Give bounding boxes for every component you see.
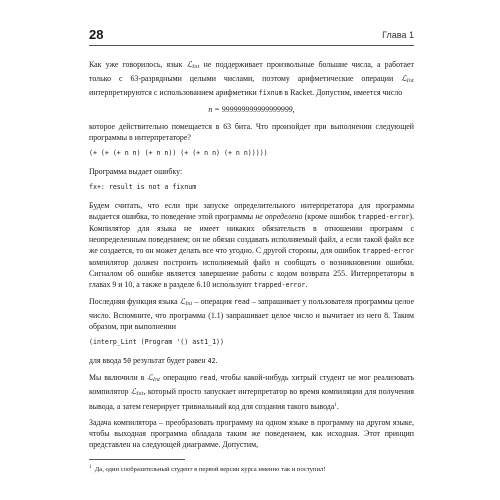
paragraph-5 bbox=[89, 296, 414, 332]
footnote-text: Да, один сообразительный студент в первой версии курса именно так и поступил! bbox=[94, 466, 326, 473]
lang-letter: ℒ bbox=[186, 60, 193, 69]
text: для ввода bbox=[89, 356, 124, 365]
text: – операция bbox=[192, 297, 234, 306]
formula-text: n = 999999999999999999, bbox=[208, 105, 295, 114]
footnote-ref[interactable]: 1 bbox=[334, 403, 337, 408]
inline-code: 42 bbox=[207, 357, 216, 365]
emphasis: не определено bbox=[255, 212, 303, 221]
code-block-3: (interp_Lint (Program '() ast1_1)) bbox=[89, 338, 224, 346]
paragraph-7 bbox=[89, 372, 414, 412]
lang-sub: Int bbox=[136, 391, 144, 397]
text: операцию bbox=[160, 373, 200, 382]
formula bbox=[89, 104, 414, 115]
text: ). Компилятор для языка не имеет никаких обязательств в отношении программ с неопределенным поведением; он не обязан создавать исполняемый файл, а если такой файл все же создается, то он может делать все что угодно. С другой стороны, для ошибок bbox=[89, 212, 414, 255]
text: Будем считать, что если при запуске определительного интерпретатора для программы выдается ошибка, то поведение этой программы bbox=[89, 201, 414, 221]
inline-code: trapped-error bbox=[253, 281, 306, 289]
lang-letter: ℒ bbox=[147, 373, 153, 382]
page-header bbox=[89, 29, 414, 46]
text: Как уже говорилось, язык bbox=[89, 60, 187, 69]
text: компилятор должен построить исполняемый файл и сообщать о возникновении ошибки. Сигналом об ошибке является завершение работы с кодом возврата 255. Интерпретаторы в главах 9 и 10, а также в разделе 6.10 используют bbox=[89, 258, 414, 289]
paragraph-2: которое действительно помещается в 63 бита. Что произойдет при выполнении следующей программы в интерпретаторе? bbox=[89, 122, 414, 142]
inline-code: 50 bbox=[123, 357, 132, 365]
page-body bbox=[89, 59, 414, 455]
lang-letter: ℒ bbox=[401, 74, 407, 83]
lang-lint bbox=[187, 60, 200, 69]
lang-lint bbox=[131, 387, 144, 396]
paragraph-8: Задача компилятора – преобразовать программу на одном языке в программу на другом языке, чтобы выходная программа обладала таким же поведением, как исходная. Этот принцип представлен на следующей диаграмме. Допустим, bbox=[89, 418, 414, 449]
lang-letter: ℒ bbox=[130, 387, 137, 396]
text: интерпретируются с использованием арифметики bbox=[89, 88, 259, 97]
chapter-title: Глава 1 bbox=[382, 30, 414, 40]
page-number: 28 bbox=[89, 27, 104, 42]
text: Последняя функция языка bbox=[89, 297, 180, 306]
text: в Racket. Допустим, имеется число bbox=[282, 88, 403, 97]
paragraph-1 bbox=[89, 59, 414, 99]
code-block-2: fx+: result is not a fixnum bbox=[89, 183, 197, 191]
text: – запрашивает у пользователя программы целое число. Вспомните, что программа (1.1) запрашивает целое число и вычитает из него 8. Таким образом, при выполнении bbox=[89, 297, 414, 331]
text: результат будет равен bbox=[131, 356, 208, 365]
lang-letter: ℒ bbox=[179, 297, 186, 306]
text: Мы включили в bbox=[89, 373, 148, 382]
inline-code: read bbox=[233, 298, 250, 306]
text: не поддерживает произвольные большие числа, а работает только с 63-разрядными целыми числами, поэтому арифметические операции bbox=[89, 60, 414, 83]
footnote-mark: 1 bbox=[89, 465, 92, 470]
paragraph-6 bbox=[89, 355, 414, 367]
inline-code: trapped-error bbox=[357, 213, 410, 221]
lang-sub: Int bbox=[192, 64, 200, 70]
footnote bbox=[89, 463, 414, 474]
lang-sub: Int bbox=[152, 377, 161, 383]
paragraph-4 bbox=[89, 200, 414, 291]
lang-lint bbox=[180, 297, 193, 306]
code-block-1: (+ (+ (+ n n) (+ n n)) (+ (+ n n) (+ n n))))) bbox=[89, 149, 268, 157]
text: . bbox=[305, 280, 308, 289]
footnote-divider bbox=[89, 459, 185, 460]
paragraph-3: Программа выдает ошибку: bbox=[89, 167, 183, 176]
inline-code: trapped-error bbox=[362, 247, 414, 255]
text: . bbox=[215, 356, 218, 365]
inline-code: fixnum bbox=[258, 89, 283, 97]
lang-lint bbox=[401, 74, 414, 83]
text: . bbox=[336, 402, 339, 411]
text: , чтобы какой-нибудь хитрый студент не мог реализовать компилятор bbox=[89, 373, 414, 396]
lang-lint bbox=[147, 373, 160, 382]
lang-sub: Int bbox=[406, 78, 414, 84]
text: (кроме ошибок bbox=[302, 212, 358, 221]
lang-sub: Int bbox=[185, 301, 193, 307]
text: , который просто запускает интерпретатор во время компиляции для получения вывода, а затем генерирует тривиальный код для создания такого вывода bbox=[89, 387, 414, 411]
inline-code: read bbox=[199, 374, 216, 382]
